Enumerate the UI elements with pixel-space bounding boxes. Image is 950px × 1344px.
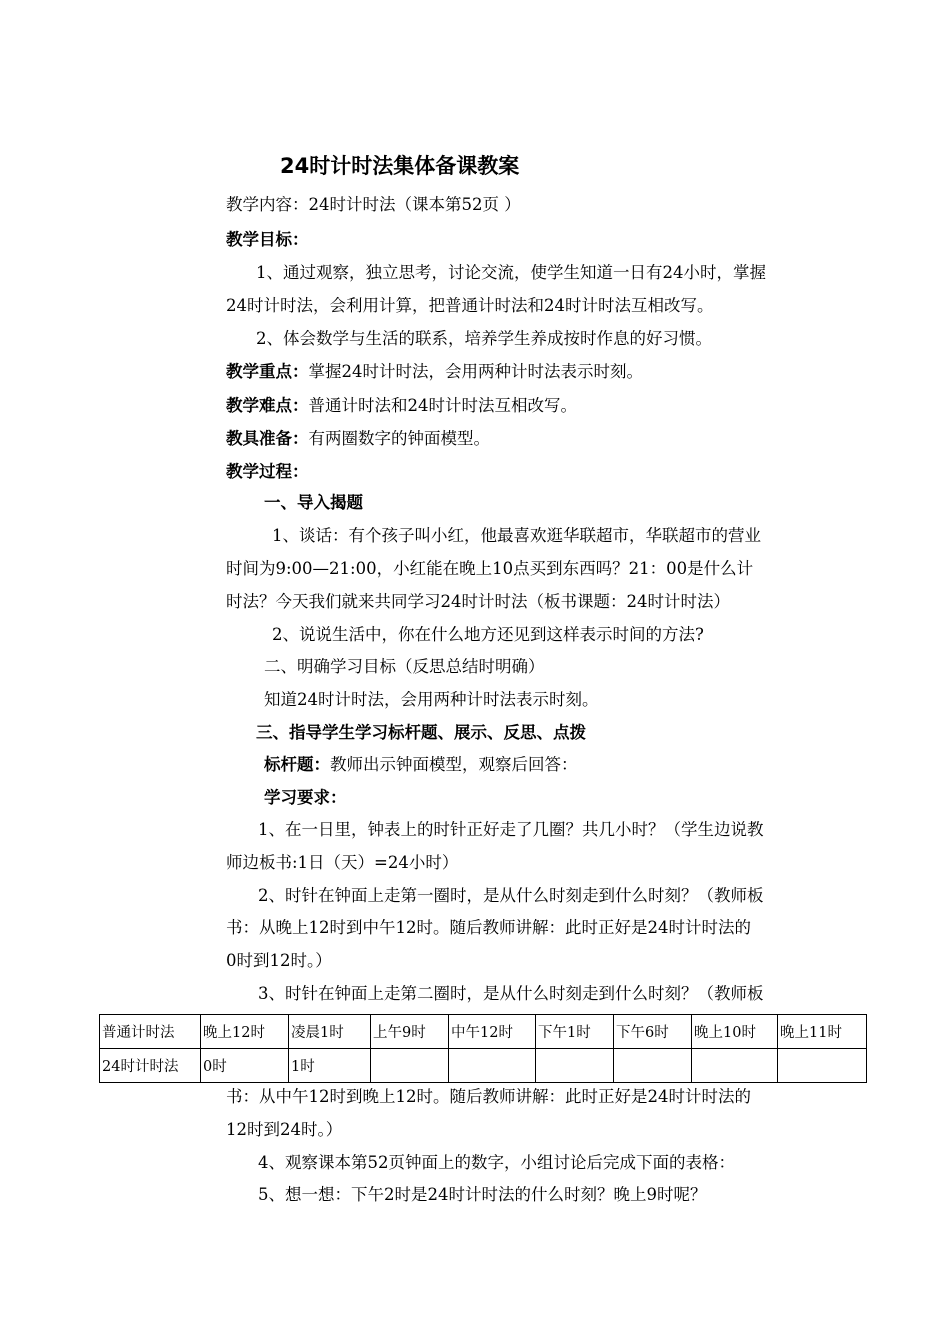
section-1-heading: 一、导入揭题 [264, 493, 363, 512]
key-point-text: 掌握24时计时法，会用两种计时法表示时刻。 [308, 362, 643, 381]
question-4: 4、观察课本第52页钟面上的数字，小组讨论后完成下面的表格： [258, 1153, 735, 1172]
table-header-24h-time: 24时计时法 [100, 1049, 201, 1083]
teaching-tools [226, 427, 490, 451]
section-1-line-1: 1、谈话：有个孩子叫小红，他最喜欢逛华联超市，华联超市的营业 [272, 526, 761, 545]
table-cell: 晚上12时 [201, 1015, 289, 1049]
goals-label: 教学目标： [226, 230, 309, 249]
table-cell [614, 1049, 692, 1083]
question-3-line-3: 12时到24时。） [226, 1120, 343, 1139]
goal-1-line-1: 1、通过观察，独立思考，讨论交流，使学生知道一日有24小时，掌握 [256, 263, 766, 282]
key-point [226, 360, 643, 384]
table-cell: 下午6时 [614, 1015, 692, 1049]
process-label: 教学过程： [226, 462, 309, 481]
teaching-tools-label: 教具准备： [226, 429, 309, 448]
question-3-line-2: 书：从中午12时到晚上12时。随后教师讲解：此时正好是24时计时法的 [226, 1087, 751, 1106]
section-3-heading: 三、指导学生学习标杆题、展示、反思、点拨 [256, 723, 586, 742]
section-1-line-3: 时法？今天我们就来共同学习24时计时法（板书课题：24时计时法） [226, 592, 730, 611]
question-1-line-2: 师边板书:1日（天）=24小时） [226, 853, 459, 872]
table-cell: 晚上11时 [778, 1015, 867, 1049]
teaching-content: 教学内容：24时计时法（课本第52页 ） [226, 195, 521, 214]
table-cell: 凌晨1时 [289, 1015, 371, 1049]
document-title: 24时计时法集体备课教案 [280, 154, 520, 178]
table-row-24h-time [100, 1049, 867, 1083]
table-cell [536, 1049, 614, 1083]
benchmark-label: 标杆题： [264, 755, 330, 774]
goal-1-line-2: 24时计时法，会利用计算，把普通计时法和24时计时法互相改写。 [226, 296, 714, 315]
question-5: 5、想一想：下午2时是24时计时法的什么时刻？晚上9时呢？ [258, 1185, 707, 1204]
time-conversion-table [99, 1014, 867, 1083]
table-cell: 中午12时 [449, 1015, 536, 1049]
table-cell [449, 1049, 536, 1083]
benchmark [264, 753, 578, 777]
goal-2: 2、体会数学与生活的联系，培养学生养成按时作息的好习惯。 [256, 329, 712, 348]
table-cell: 0时 [201, 1049, 289, 1083]
benchmark-text: 教师出示钟面模型，观察后回答： [330, 755, 578, 774]
table-cell [692, 1049, 778, 1083]
table-cell [371, 1049, 449, 1083]
table-cell: 1时 [289, 1049, 371, 1083]
table-cell: 晚上10时 [692, 1015, 778, 1049]
question-1-line-1: 1、在一日里，钟表上的时针正好走了几圈？共几小时？（学生边说教 [258, 820, 764, 839]
question-3-line-1: 3、时针在钟面上走第二圈时，是从什么时刻走到什么时刻？（教师板 [258, 984, 764, 1003]
section-2-text: 知道24时计时法，会用两种计时法表示时刻。 [264, 690, 599, 709]
table-cell: 上午9时 [371, 1015, 449, 1049]
key-point-label: 教学重点： [226, 362, 309, 381]
question-2-line-3: 0时到12时。） [226, 951, 332, 970]
table-cell [778, 1049, 867, 1083]
section-1-line-2: 时间为9:00—21:00，小红能在晚上10点买到东西吗？21：00是什么计 [226, 559, 754, 578]
difficulty-text: 普通计时法和24时计时法互相改写。 [308, 396, 577, 415]
difficulty-label: 教学难点： [226, 396, 309, 415]
section-1-item-2: 2、说说生活中，你在什么地方还见到这样表示时间的方法? [272, 625, 704, 644]
question-2-line-1: 2、时针在钟面上走第一圈时，是从什么时刻走到什么时刻？（教师板 [258, 886, 764, 905]
teaching-tools-text: 有两圈数字的钟面模型。 [308, 429, 490, 448]
table-row-normal-time [100, 1015, 867, 1049]
table-header-normal-time: 普通计时法 [100, 1015, 201, 1049]
requirements-label: 学习要求： [264, 788, 347, 807]
table-cell: 下午1时 [536, 1015, 614, 1049]
question-2-line-2: 书：从晚上12时到中午12时。随后教师讲解：此时正好是24时计时法的 [226, 918, 751, 937]
difficulty [226, 394, 577, 418]
section-2-heading: 二、明确学习目标（反思总结时明确） [264, 657, 545, 676]
